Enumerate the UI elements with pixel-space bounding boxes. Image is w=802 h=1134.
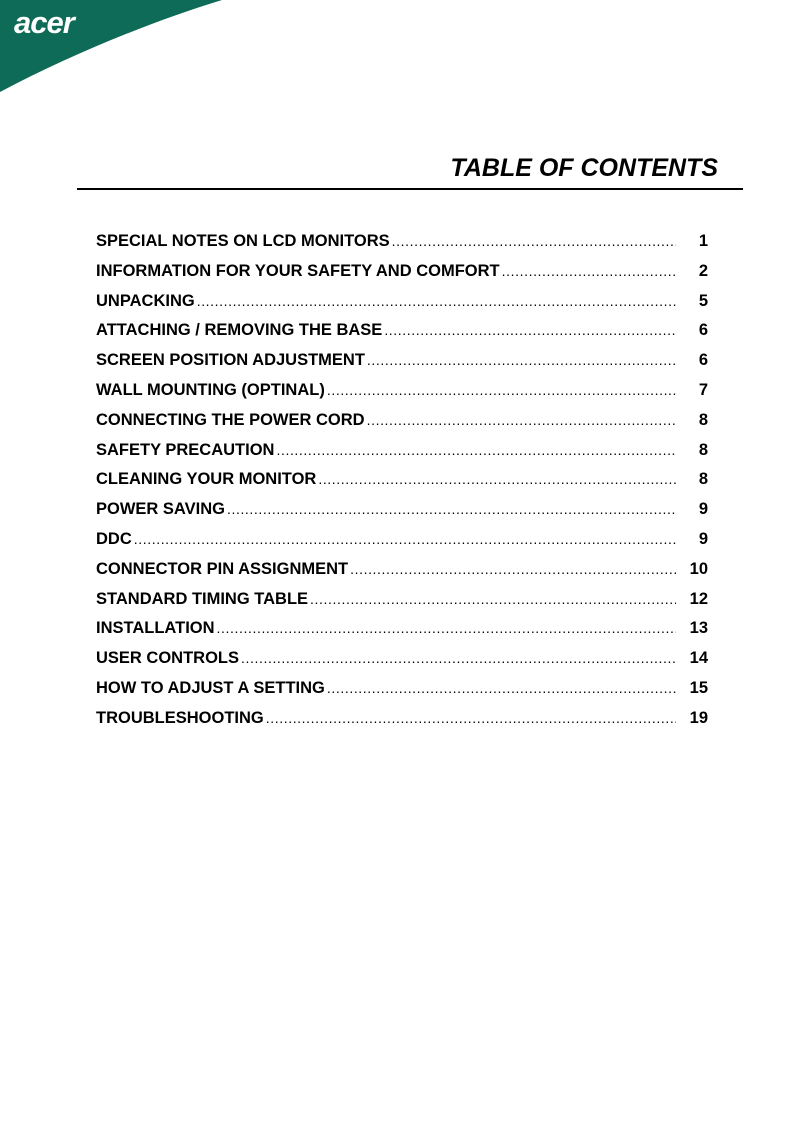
toc-entry-label: CONNECTING THE POWER CORD (96, 410, 365, 429)
toc-entry-label: TROUBLESHOOTING (96, 708, 264, 727)
toc-entry-label: INFORMATION FOR YOUR SAFETY AND COMFORT (96, 261, 500, 280)
toc-entry-page: 10 (689, 559, 708, 578)
toc-leader-dots (274, 442, 676, 458)
toc-entry-label: ATTACHING / REMOVING THE BASE (96, 321, 383, 340)
toc-entry[interactable] (96, 292, 708, 322)
toc-entry-page: 8 (698, 470, 708, 489)
toc-entry[interactable] (96, 500, 708, 530)
toc-entry-page: 5 (698, 291, 708, 310)
toc-leader-dots (316, 471, 676, 487)
toc-entry-label: STANDARD TIMING TABLE (96, 589, 309, 608)
toc-entry-page: 15 (689, 678, 708, 697)
toc-leader-dots (239, 650, 676, 666)
toc-leader-dots (382, 322, 676, 338)
toc-entry[interactable] (96, 530, 708, 560)
toc-entry[interactable] (96, 590, 708, 620)
toc-entry-page: 2 (698, 261, 708, 280)
toc-entry[interactable] (96, 351, 708, 381)
toc-entry[interactable] (96, 679, 708, 709)
toc-entry-label: SPECIAL NOTES ON LCD MONITORS (96, 232, 390, 250)
toc-entry-label: POWER SAVING (96, 500, 225, 519)
toc-leader-dots (325, 382, 676, 398)
toc-entry[interactable] (96, 649, 708, 679)
acer-logo: acer (14, 5, 74, 40)
toc-entry[interactable] (96, 619, 708, 649)
toc-entry-page: 8 (698, 410, 708, 429)
toc-leader-dots (308, 591, 676, 607)
toc-leader-dots (215, 620, 676, 636)
page-title: TABLE OF CONTENTS (450, 154, 718, 182)
toc-leader-dots (365, 412, 676, 428)
toc-entry-page: 8 (698, 440, 708, 459)
toc-entry[interactable] (96, 321, 708, 351)
toc-entry-page: 1 (698, 232, 708, 250)
toc-entry-label: DDC (96, 529, 132, 548)
toc-entry-label: HOW TO ADJUST A SETTING (96, 678, 325, 697)
toc-entry-label: CLEANING YOUR MONITOR (96, 470, 317, 489)
toc-entry[interactable] (96, 381, 708, 411)
toc-entry-page: 9 (698, 500, 708, 519)
toc-entry[interactable] (96, 262, 708, 292)
toc-entry-label: SCREEN POSITION ADJUSTMENT (96, 351, 365, 370)
toc-entry-page: 6 (698, 321, 708, 340)
table-of-contents (96, 232, 708, 739)
toc-entry[interactable] (96, 709, 708, 739)
toc-entry-page: 19 (689, 708, 708, 727)
toc-leader-dots (325, 680, 676, 696)
toc-entry-label: INSTALLATION (96, 619, 215, 638)
toc-leader-dots (195, 293, 676, 309)
toc-entry-label: SAFETY PRECAUTION (96, 440, 275, 459)
toc-leader-dots (390, 233, 676, 249)
toc-entry[interactable] (96, 470, 708, 500)
toc-leader-dots (225, 501, 676, 517)
toc-entry-page: 7 (698, 380, 708, 399)
toc-leader-dots (348, 561, 676, 577)
toc-entry-label: CONNECTOR PIN ASSIGNMENT (96, 559, 349, 578)
toc-entry[interactable] (96, 411, 708, 441)
toc-entry-page: 13 (689, 619, 708, 638)
toc-entry-page: 6 (698, 351, 708, 370)
toc-entry[interactable] (96, 560, 708, 590)
toc-leader-dots (264, 710, 676, 726)
toc-entry[interactable] (96, 232, 708, 262)
toc-entry-page: 14 (689, 649, 708, 668)
toc-leader-dots (500, 263, 676, 279)
toc-leader-dots (132, 531, 676, 547)
toc-entry-label: UNPACKING (96, 291, 195, 310)
toc-entry-page: 12 (689, 589, 708, 608)
toc-entry-label: USER CONTROLS (96, 649, 240, 668)
toc-leader-dots (365, 352, 676, 368)
toc-entry[interactable] (96, 441, 708, 471)
toc-entry-page: 9 (698, 529, 708, 548)
title-divider (77, 188, 743, 190)
toc-entry-label: WALL MOUNTING (OPTINAL) (96, 380, 325, 399)
